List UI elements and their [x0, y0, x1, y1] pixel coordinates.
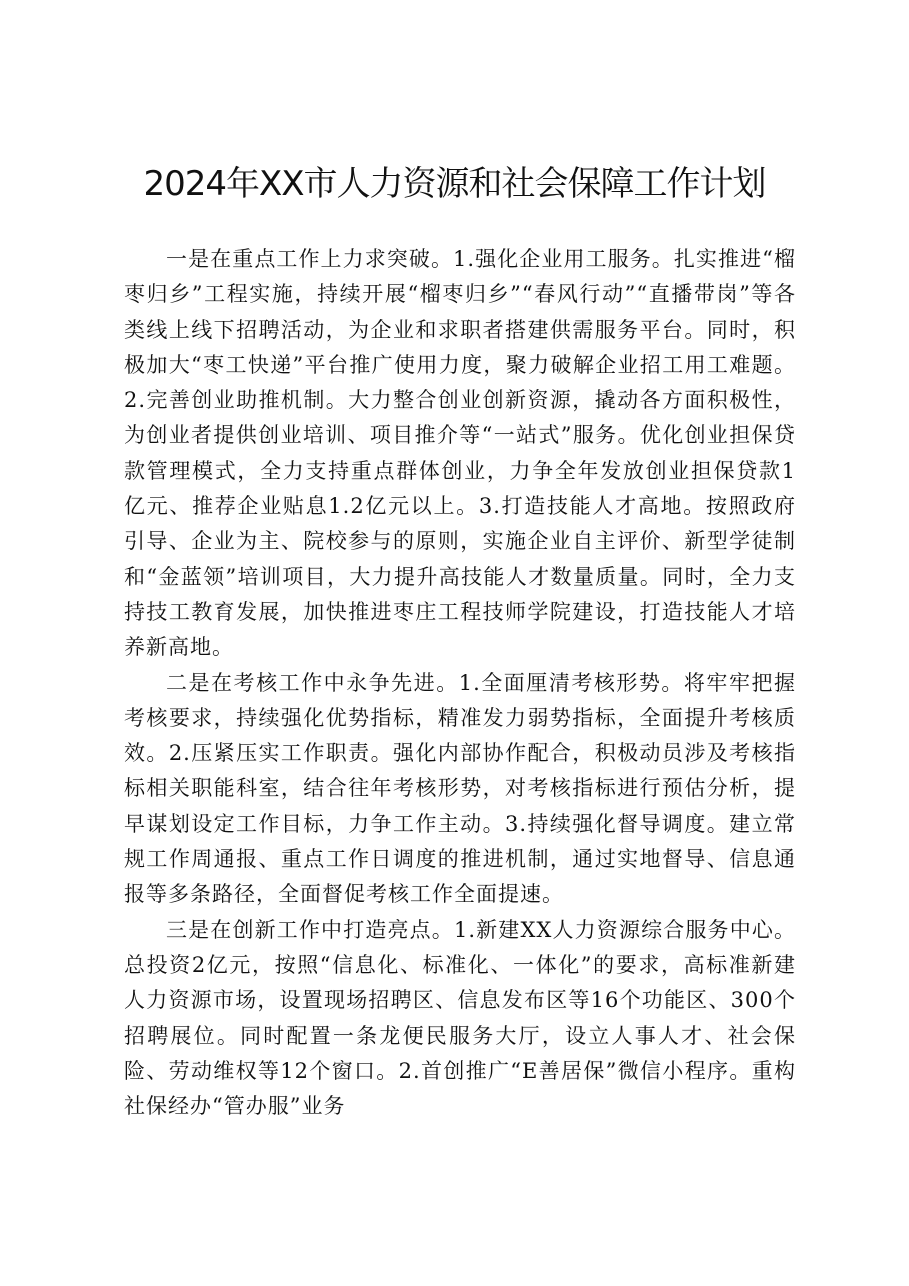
document-body: [124, 242, 796, 1124]
paragraph-innovation-work: 三是在创新工作中打造亮点。1.新建XX人力资源综合服务中心。总投资2亿元，按照“信息化、标准化、一体化”的要求，高标准新建人力资源市场，设置现场招聘区、信息发布区等16个功能区、300个招聘展位。同时配置一条龙便民服务大厅，设立人事人才、社会保险、劳动维权等12个窗口。2.首创推广“E善居保”微信小程序。重构社保经办“管办服”业务: [124, 917, 796, 1119]
document-title: 2024年XX市人力资源和社会保障工作计划: [143, 164, 766, 204]
paragraph-key-work: 一是在重点工作上力求突破。1.强化企业用工服务。扎实推进“榴枣归乡”工程实施，持续开展“榴枣归乡”“春风行动”“直播带岗”等各类线上线下招聘活动，为企业和求职者搭建供需服务平台。同时，积极加大“枣工快递”平台推广使用力度，聚力破解企业招工用工难题。2.完善创业助推机制。大力整合创业创新资源，撬动各方面积极性，为创业者提供创业培训、项目推介等“一站式”服务。优化创业担保贷款管理模式，全力支持重点群体创业，力争全年发放创业担保贷款1亿元、推荐企业贴息1.2亿元以上。3.打造技能人才高地。按照政府引导、企业为主、院校参与的原则，实施企业自主评价、新型学徒制和“金蓝领”培训项目，大力提升高技能人才数量质量。同时，全力支持技工教育发展，加快推进枣庄工程技师学院建设，打造技能人才培养新高地。: [124, 247, 796, 660]
paragraph-assessment-work: 二是在考核工作中永争先进。1.全面厘清考核形势。将牢牢把握考核要求，持续强化优势指标，精准发力弱势指标，全面提升考核质效。2.压紧压实工作职责。强化内部协作配合，积极动员涉及考核指标相关职能科室，结合往年考核形势，对考核指标进行预估分析，提早谋划设定工作目标，力争工作主动。3.持续强化督导调度。建立常规工作周通报、重点工作日调度的推进机制，通过实地督导、信息通报等多条路径，全面督促考核工作全面提速。: [124, 670, 796, 907]
